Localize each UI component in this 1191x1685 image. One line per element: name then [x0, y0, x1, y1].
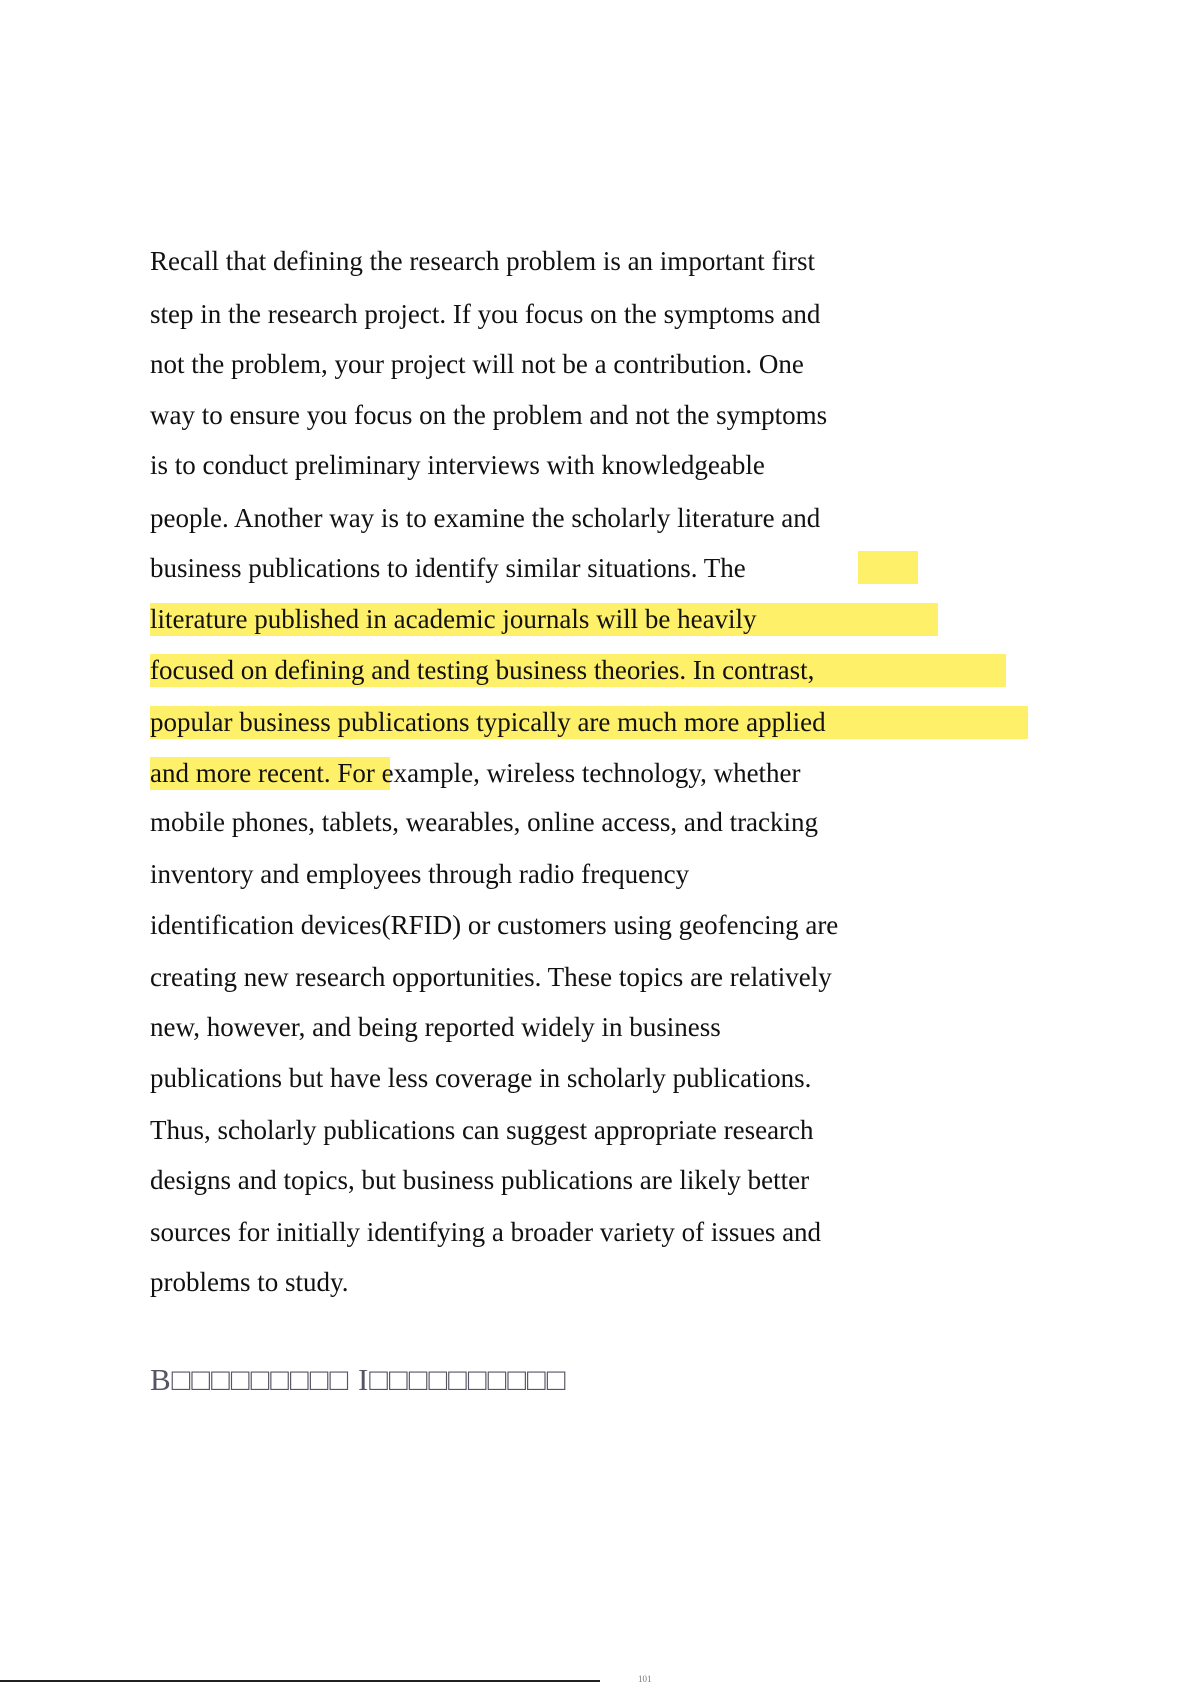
- paragraph-line: designs and topics, but business publications are likely better: [150, 1165, 810, 1195]
- paragraph-line-mixed: [150, 757, 801, 789]
- paragraph-line: inventory and employees through radio frequency: [150, 859, 690, 889]
- paragraph-text: example, wireless technology, whether: [374, 758, 801, 788]
- paragraph-line: Recall that defining the research problem is an important first: [150, 246, 816, 276]
- paragraph-line: publications but have less coverage in scholarly publications.: [150, 1063, 812, 1093]
- highlighted-text: and more recent. For: [150, 758, 375, 788]
- paragraph-line: is to conduct preliminary interviews with knowledgeable: [150, 450, 765, 480]
- paragraph-line: sources for initially identifying a broader variety of issues and: [150, 1217, 822, 1247]
- section-heading: B□□□□□□□□□ I□□□□□□□□□□: [150, 1362, 567, 1397]
- paragraph-line: problems to study.: [150, 1267, 349, 1297]
- paragraph-line: Thus, scholarly publications can suggest appropriate research: [150, 1115, 814, 1145]
- highlighted-line: focused on defining and testing business theories. In contrast,: [150, 655, 815, 685]
- paragraph-line: identification devices(RFID) or customers using geofencing are: [150, 910, 839, 940]
- paragraph-line: not the problem, your project will not be a contribution. One: [150, 349, 804, 379]
- highlighted-line: literature published in academic journals will be heavily: [150, 604, 757, 634]
- page-number: 101: [638, 1674, 652, 1684]
- highlighted-line: popular business publications typically are much more applied: [150, 707, 826, 737]
- footer-rule: [0, 1680, 600, 1682]
- paragraph-line: mobile phones, tablets, wearables, online access, and tracking: [150, 807, 819, 837]
- paragraph-line: business publications to identify similar situations. The: [150, 553, 746, 583]
- highlight-block: [858, 551, 918, 584]
- paragraph-line: new, however, and being reported widely in business: [150, 1012, 721, 1042]
- paragraph-line: step in the research project. If you focus on the symptoms and: [150, 299, 821, 329]
- paragraph-line: people. Another way is to examine the scholarly literature and: [150, 503, 821, 533]
- paragraph-line: creating new research opportunities. These topics are relatively: [150, 962, 832, 992]
- paragraph-line: way to ensure you focus on the problem and not the symptoms: [150, 400, 828, 430]
